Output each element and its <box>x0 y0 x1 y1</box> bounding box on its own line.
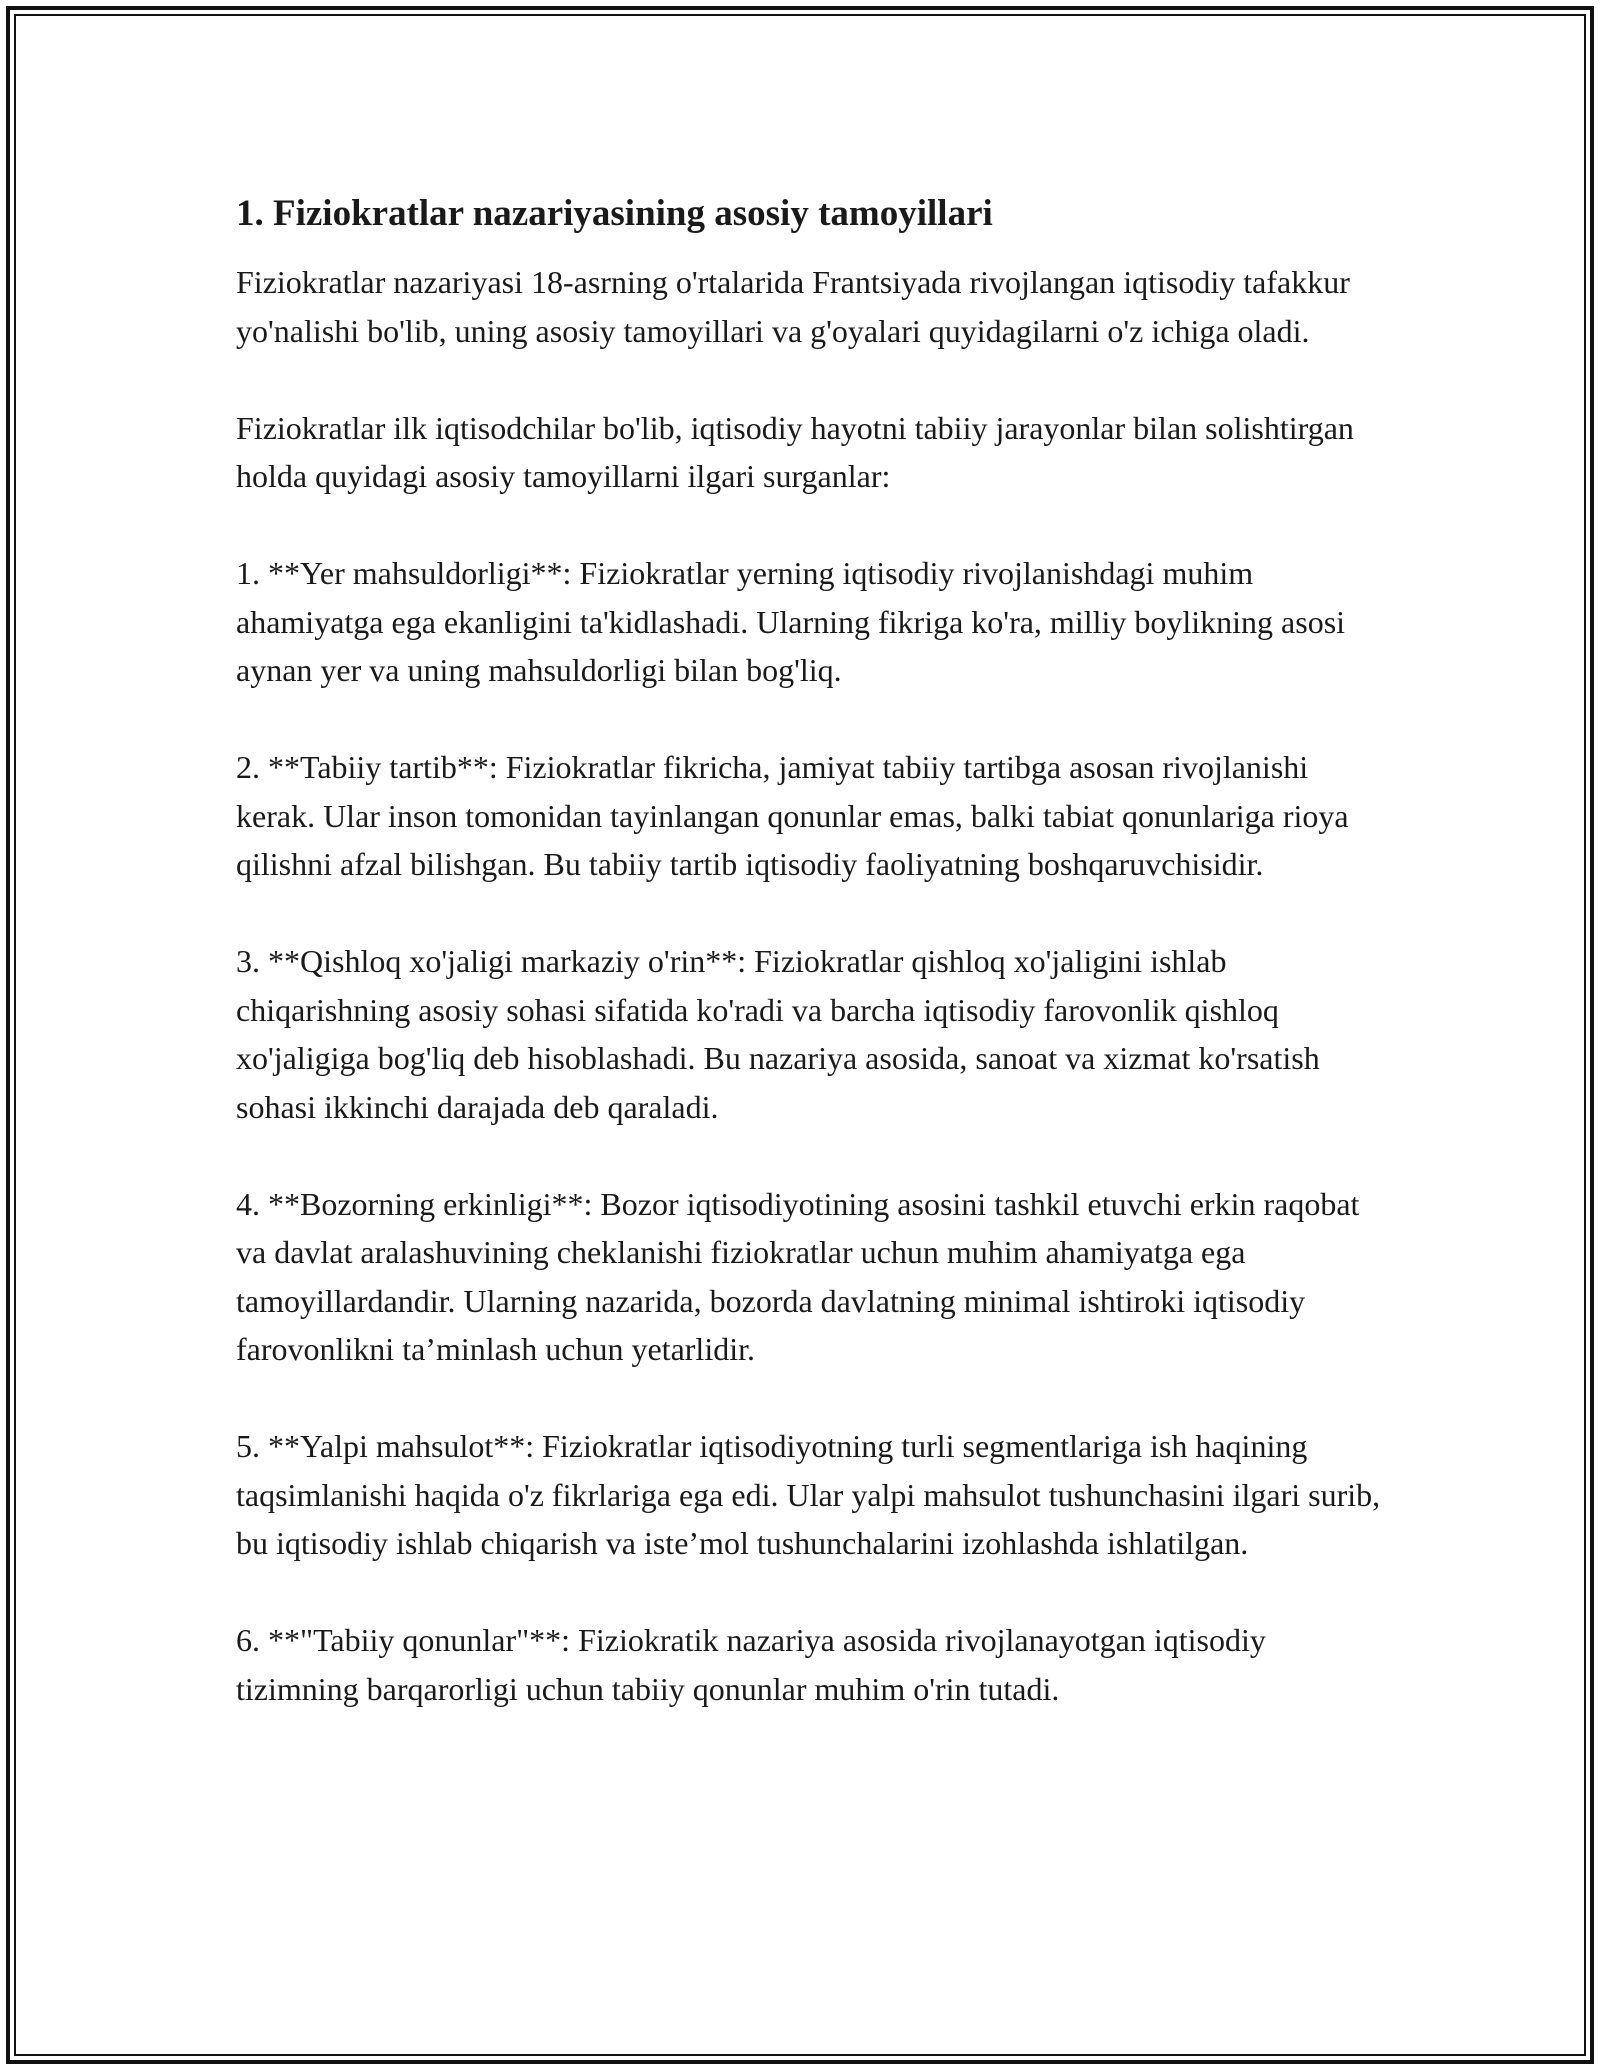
document-body <box>236 186 1386 1762</box>
principle-item-5: 5. **Yalpi mahsulot**: Fiziokratlar iqtisodiyotning turli segmentlariga ish haqining taqsimlanishi haqida o'z fikrlariga ega edi. Ular yalpi mahsulot tushunchasini ilgari surib, bu iqtisodiy ishlab chiqarish va iste’mol tushunchalarini izohlashda ishlatilgan. <box>236 1428 1381 1561</box>
principle-item-6: 6. **"Tabiiy qonunlar"**: Fiziokratik nazariya asosida rivojlanayotgan iqtisodiy tizimning barqarorligi uchun tabiiy qonunlar muhim o'rin tutadi. <box>236 1622 1266 1707</box>
lead-paragraph: Fiziokratlar ilk iqtisodchilar bo'lib, iqtisodiy hayotni tabiiy jarayonlar bilan solishtirgan holda quyidagi asosiy tamoyillarni ilgari surganlar: <box>236 409 1354 494</box>
principle-item-1: 1. **Yer mahsuldorligi**: Fiziokratlar yerning iqtisodiy rivojlanishdagi muhim ahamiyatga ega ekanligini ta'kidlashadi. Ularning fikriga ko'ra, milliy boylikning asosi aynan yer va uning mahsuldorligi bilan bog'liq. <box>236 555 1346 688</box>
principle-item-2: 2. **Tabiiy tartib**: Fiziokratlar fikricha, jamiyat tabiiy tartibga asosan rivojlanishi kerak. Ular inson tomonidan tayinlangan qonunlar emas, balki tabiat qonunlariga rioya qilishni afzal bilishgan. Bu tabiiy tartib iqtisodiy faoliyatning boshqaruvchisidir. <box>236 749 1349 882</box>
document-title: 1. Fiziokratlar nazariyasining asosiy tamoyillari <box>236 193 993 234</box>
intro-paragraph: Fiziokratlar nazariyasi 18-asrning o'rtalarida Frantsiyada rivojlangan iqtisodiy tafakkur yo'nalishi bo'lib, uning asosiy tamoyillari va g'oyalari quyidagilarni o'z ichiga oladi. <box>236 264 1350 349</box>
principle-item-3: 3. **Qishloq xo'jaligi markaziy o'rin**: Fiziokratlar qishloq xo'jaligini ishlab chiqarishning asosiy sohasi sifatida ko'radi va barcha iqtisodiy farovonlik qishloq xo'jaligiga bog'liq deb hisoblashadi. Bu nazariya asosida, sanoat va xizmat ko'rsatish sohasi ikkinchi darajada deb qaraladi. <box>236 943 1320 1125</box>
principle-item-4: 4. **Bozorning erkinligi**: Bozor iqtisodiyotining asosini tashkil etuvchi erkin raqobat va davlat aralashuvining cheklanishi fiziokratlar uchun muhim ahamiyatga ega tamoyillardandir. Ularning nazarida, bozorda davlatning minimal ishtiroki iqtisodiy farovonlikni ta’minlash uchun yetarlidir. <box>236 1185 1360 1367</box>
